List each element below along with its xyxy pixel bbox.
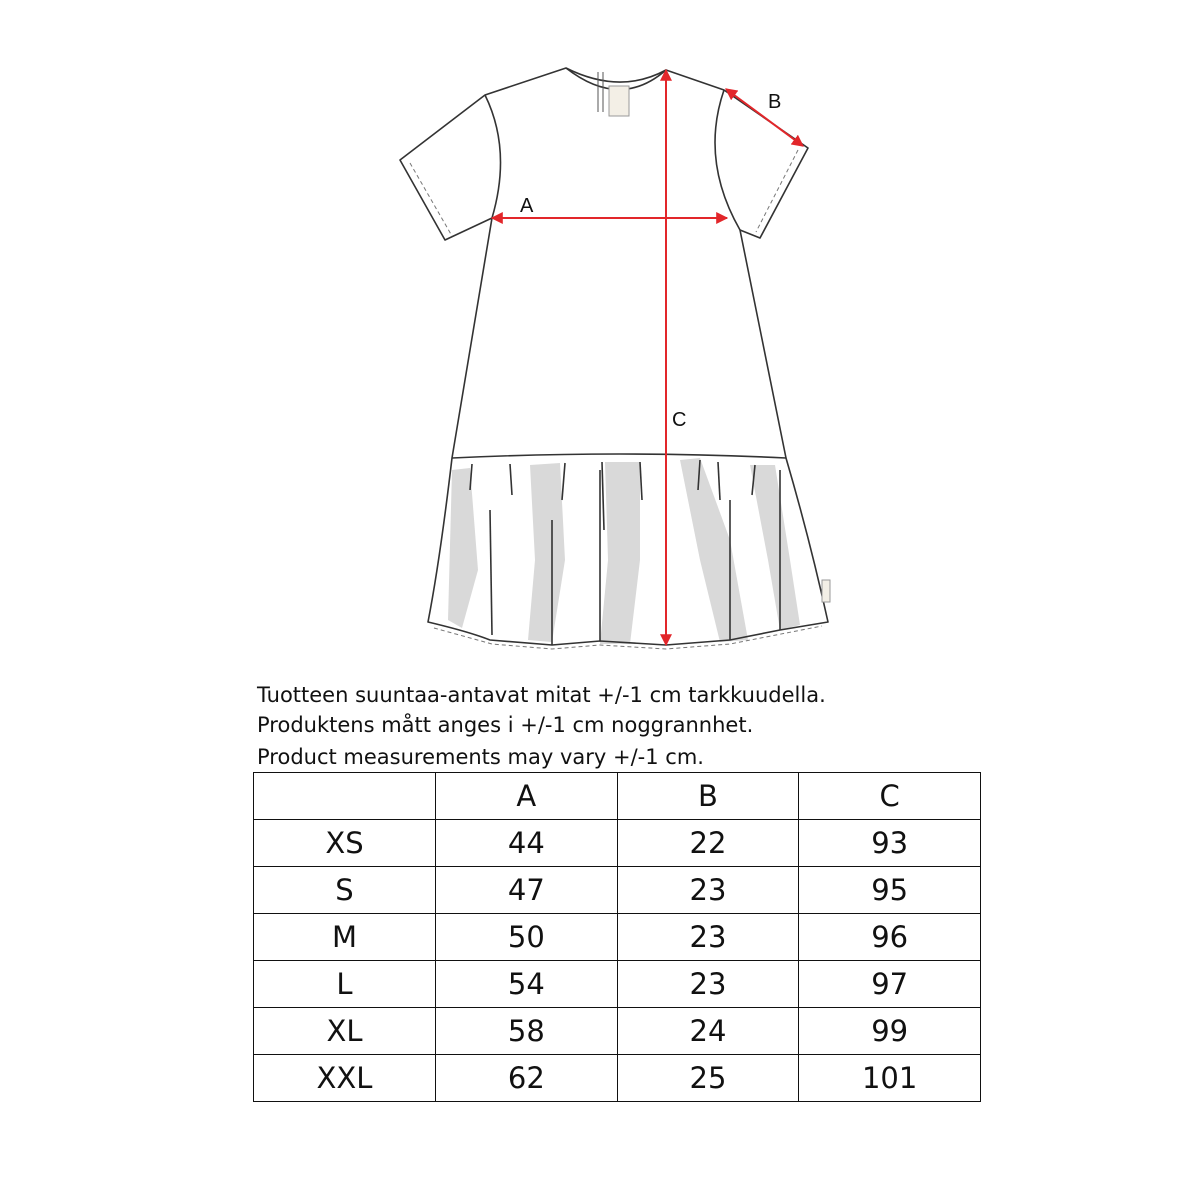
- value-cell: 96: [799, 914, 981, 961]
- size-cell: S: [254, 867, 436, 914]
- measure-label-b: B: [768, 91, 782, 113]
- value-cell: 23: [617, 867, 799, 914]
- note-english: Product measurements may vary +/-1 cm.: [257, 745, 704, 769]
- size-table: [253, 772, 981, 1102]
- value-cell: 25: [617, 1055, 799, 1102]
- size-cell: M: [254, 914, 436, 961]
- table-row: [254, 961, 981, 1008]
- value-cell: 101: [799, 1055, 981, 1102]
- value-cell: 23: [617, 961, 799, 1008]
- table-row: [254, 820, 981, 867]
- note-swedish: Produktens mått anges i +/-1 cm noggrannhet.: [257, 713, 754, 737]
- value-cell: 62: [436, 1055, 618, 1102]
- table-row: [254, 1055, 981, 1102]
- table-corner-cell: [254, 773, 436, 820]
- value-cell: 58: [436, 1008, 618, 1055]
- note-finnish: Tuotteen suuntaa-antavat mitat +/-1 cm tarkkuudella.: [257, 683, 826, 707]
- measure-label-a: A: [520, 195, 534, 217]
- value-cell: 93: [799, 820, 981, 867]
- size-cell: L: [254, 961, 436, 1008]
- column-header-b: B: [617, 773, 799, 820]
- size-cell: XL: [254, 1008, 436, 1055]
- table-row: [254, 1008, 981, 1055]
- value-cell: 44: [436, 820, 618, 867]
- table-row: [254, 867, 981, 914]
- measure-line-b: [726, 89, 803, 146]
- value-cell: 22: [617, 820, 799, 867]
- size-cell: XS: [254, 820, 436, 867]
- column-header-c: C: [799, 773, 981, 820]
- value-cell: 23: [617, 914, 799, 961]
- value-cell: 99: [799, 1008, 981, 1055]
- value-cell: 95: [799, 867, 981, 914]
- table-row: [254, 914, 981, 961]
- size-cell: XXL: [254, 1055, 436, 1102]
- column-header-a: A: [436, 773, 618, 820]
- value-cell: 24: [617, 1008, 799, 1055]
- table-header-row: [254, 773, 981, 820]
- ruffle-shading: [448, 458, 800, 644]
- measure-label-c: C: [672, 409, 687, 431]
- value-cell: 50: [436, 914, 618, 961]
- value-cell: 47: [436, 867, 618, 914]
- value-cell: 54: [436, 961, 618, 1008]
- value-cell: 97: [799, 961, 981, 1008]
